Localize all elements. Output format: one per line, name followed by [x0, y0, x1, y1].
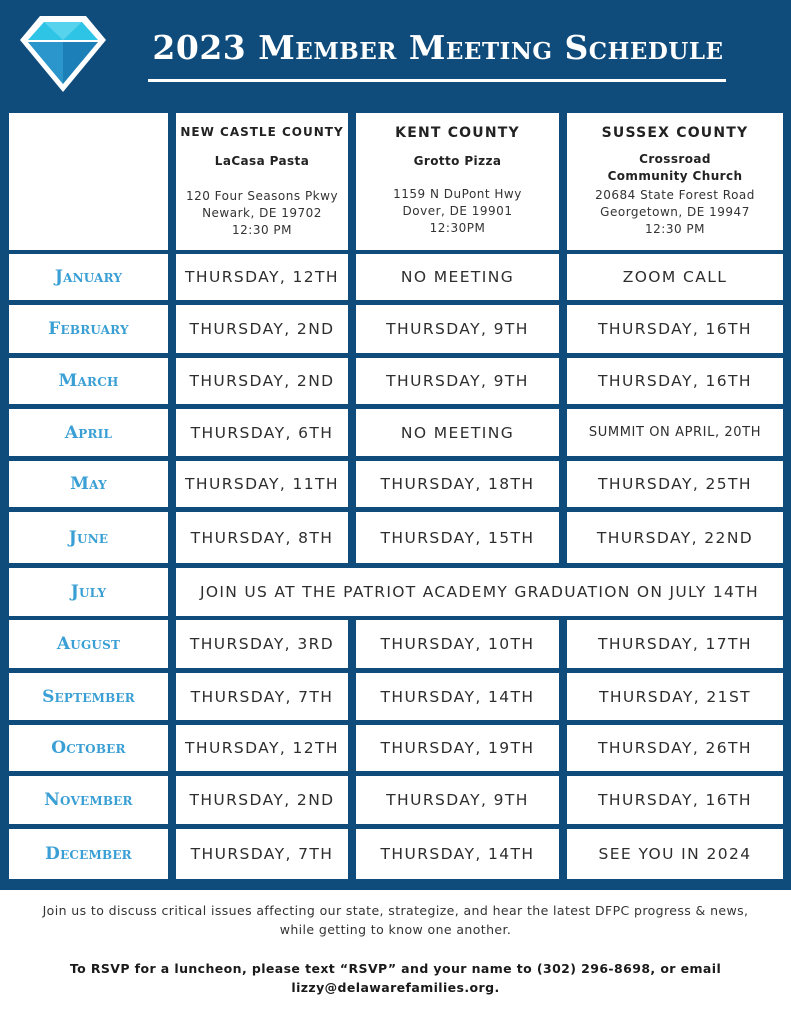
month-label: March	[9, 358, 168, 404]
date-cell-new-castle: THURSDAY, 7TH	[176, 673, 348, 720]
county-name: KENT COUNTY	[395, 125, 520, 141]
date-cell-new-castle: THURSDAY, 12TH	[176, 725, 348, 771]
date-cell-new-castle: THURSDAY, 2ND	[176, 776, 348, 824]
month-label: August	[9, 620, 168, 668]
month-label: February	[9, 305, 168, 353]
date-cell-sussex: THURSDAY, 16TH	[567, 305, 783, 353]
footer-rsvp-line1: To RSVP for a luncheon, please text “RSVP” and your name to (302) 296-8698, or email	[69, 961, 722, 976]
date-cell-new-castle: THURSDAY, 2ND	[176, 305, 348, 353]
venue-address-line2: Georgetown, DE 19947	[600, 205, 750, 219]
date-cell-sussex: SEE YOU IN 2024	[567, 829, 783, 879]
diamond-logo-icon	[12, 10, 114, 96]
date-cell-new-castle: THURSDAY, 7TH	[176, 829, 348, 879]
month-label: July	[9, 568, 168, 616]
footer-rsvp-email: lizzy@delawarefamilies.org.	[291, 980, 500, 995]
footer-description: Join us to discuss critical issues affecting our state, strategize, and hear the latest DFPC progress & news, while getting to know one another.	[42, 903, 749, 937]
date-cell-new-castle: THURSDAY, 6TH	[176, 409, 348, 456]
month-label: January	[9, 254, 168, 300]
date-cell-sussex: THURSDAY, 17TH	[567, 620, 783, 668]
date-cell-kent: NO MEETING	[356, 409, 559, 456]
date-cell-kent: THURSDAY, 9TH	[356, 358, 559, 404]
date-cell-kent: THURSDAY, 15TH	[356, 512, 559, 563]
month-label: June	[9, 512, 168, 563]
county-name: SUSSEX COUNTY	[601, 125, 749, 141]
month-label: September	[9, 673, 168, 720]
meeting-time: 12:30PM	[429, 221, 486, 235]
venue-name: Crossroad Community Church	[607, 152, 743, 183]
page-title: 2023 Member Meeting Schedule	[152, 28, 724, 67]
date-cell-sussex: THURSDAY, 25TH	[567, 461, 783, 507]
month-label: December	[9, 829, 168, 879]
column-header-new-castle	[176, 113, 348, 250]
month-label: April	[9, 409, 168, 456]
date-cell-kent: THURSDAY, 14TH	[356, 829, 559, 879]
date-cell-sussex: THURSDAY, 22ND	[567, 512, 783, 563]
date-cell-sussex: THURSDAY, 21ST	[567, 673, 783, 720]
county-name: NEW CASTLE COUNTY	[180, 125, 344, 139]
venue-address-line1: 120 Four Seasons Pkwy	[185, 189, 339, 203]
corner-cell	[9, 113, 168, 250]
date-cell-kent: THURSDAY, 10TH	[356, 620, 559, 668]
date-cell-kent: NO MEETING	[356, 254, 559, 300]
date-cell-new-castle: THURSDAY, 11TH	[176, 461, 348, 507]
date-cell-sussex: THURSDAY, 16TH	[567, 776, 783, 824]
date-cell-sussex: THURSDAY, 16TH	[567, 358, 783, 404]
meeting-time: 12:30 PM	[232, 223, 292, 237]
date-cell-new-castle: THURSDAY, 3RD	[176, 620, 348, 668]
month-label: October	[9, 725, 168, 771]
date-cell-kent: THURSDAY, 9TH	[356, 776, 559, 824]
date-cell-sussex: THURSDAY, 26TH	[567, 725, 783, 771]
date-cell-new-castle: THURSDAY, 8TH	[176, 512, 348, 563]
date-cell-sussex: ZOOM CALL	[567, 254, 783, 300]
venue-address-line1: 20684 State Forest Road	[595, 188, 755, 202]
merged-event-cell: JOIN US AT THE PATRIOT ACADEMY GRADUATION ON JULY 14TH	[176, 568, 783, 616]
venue-address-line2: Dover, DE 19901	[402, 204, 513, 218]
column-header-sussex	[567, 113, 783, 250]
date-cell-kent: THURSDAY, 9TH	[356, 305, 559, 353]
date-cell-new-castle: THURSDAY, 12TH	[176, 254, 348, 300]
date-cell-sussex: SUMMIT ON APRIL, 20TH	[567, 409, 783, 456]
month-label: May	[9, 461, 168, 507]
date-cell-kent: THURSDAY, 14TH	[356, 673, 559, 720]
venue-name: Grotto Pizza	[413, 154, 502, 168]
meeting-time: 12:30 PM	[645, 222, 705, 236]
venue-name: LaCasa Pasta	[214, 154, 310, 168]
date-cell-kent: THURSDAY, 19TH	[356, 725, 559, 771]
column-header-kent	[356, 113, 559, 250]
venue-address-line1: 1159 N DuPont Hwy	[393, 187, 522, 201]
venue-address-line2: Newark, DE 19702	[202, 206, 322, 220]
date-cell-new-castle: THURSDAY, 2ND	[176, 358, 348, 404]
date-cell-kent: THURSDAY, 18TH	[356, 461, 559, 507]
month-label: November	[9, 776, 168, 824]
title-underline	[148, 79, 726, 82]
